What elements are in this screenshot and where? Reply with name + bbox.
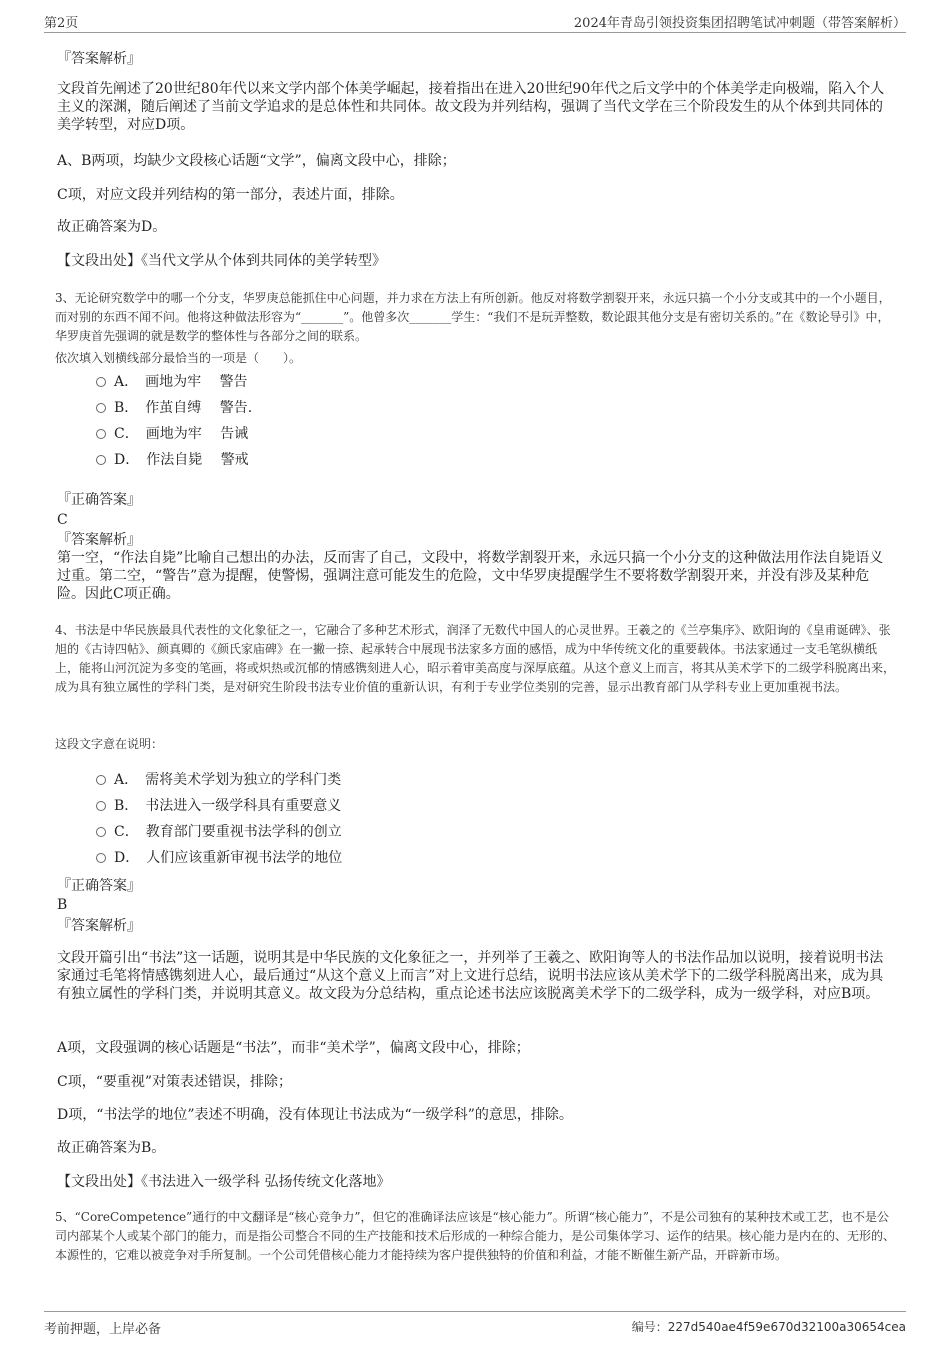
analysis-text: 第一空，“作法自毙”比喻自己想出的办法，反而害了自己，文段中，将数学割裂开来，永远只搞一个小分支的这种做法用作法自毙语义过重。第二空，“警告”意为提醒，使警惕，强调注意可能发生的危险，文中华罗庚提醒学生不要将数学割裂开来，并没有涉及某种危险。因此C项正确。	[57, 550, 884, 602]
question-3-option-d[interactable]: D． 作法自毙 警戒	[96, 451, 249, 469]
analysis-option-a: A项，文段强调的核心话题是“书法”，而非“美术学”，偏离文段中心，排除；	[57, 1040, 530, 1056]
correct-answer-label: 『正确答案』	[57, 492, 141, 508]
question-3-option-c[interactable]: C． 画地为牢 告诫	[96, 425, 248, 443]
final-answer: 故正确答案为B。	[57, 1140, 166, 1156]
analysis-text: 文段开篇引出“书法”这一话题，说明其是中华民族的文化象征之一，并列举了王羲之、欧阳询等人的书法作品加以说明，接着说明书法家通过毛笔将情感镌刻进人心，最后通过“从这个意义上而言”对上文进行总结，说明书法应该从美术学下的二级学科脱离出来，成为具有独立属性的学科门类，并说明其意义。故文段为分总结构，重点论述书法应该脱离美术学下的二级学科，成为一级学科，对应B项。	[57, 950, 884, 1002]
document-title: 2024年青岛引领投资集团招聘笔试冲刺题（带答案解析）	[573, 16, 906, 31]
analysis-label: 『答案解析』	[57, 532, 141, 548]
question-3-option-b[interactable]: B． 作茧自缚 警告.	[96, 399, 252, 417]
question-3-stem: 3、无论研究数学中的哪一个分支，华罗庚总能抓住中心问题，并力求在方法上有所创新。他反对将数学割裂开来，永远只搞一个小分支或其中的一个小题目，而对别的东西不闻不问。他将这种做法形容为“_______”。他曾多次_______学生：“我们不是玩弄整数，数论跟其他分支是有密切关系的。”在《数论导引》中，华罗庚首先强调的就是数学的整体性与各部分之间的联系。	[55, 291, 891, 343]
analysis-label: 『答案解析』	[57, 918, 141, 934]
question-4-option-c[interactable]: C． 教育部门要重视书法学科的创立	[96, 823, 342, 841]
radio-icon[interactable]	[96, 403, 106, 413]
question-3-option-a[interactable]: A． 画地为牢 警告	[96, 373, 248, 391]
radio-icon[interactable]	[96, 801, 106, 811]
document-code: 编号：227d540ae4f59e670d32100a30654cea	[631, 1320, 906, 1334]
question-4-option-b[interactable]: B． 书法进入一级学科具有重要意义	[96, 797, 341, 815]
page-footer	[44, 1311, 906, 1336]
correct-answer-label: 『正确答案』	[57, 878, 141, 894]
radio-icon[interactable]	[96, 853, 106, 863]
question-4-prompt: 这段文字意在说明：	[55, 737, 164, 751]
question-4-option-a[interactable]: A． 需将美术学划为独立的学科门类	[96, 771, 341, 789]
page-header	[44, 10, 906, 33]
page-number: 第2页	[44, 16, 79, 31]
correct-answer: B	[57, 897, 68, 913]
footer-slogan: 考前押题，上岸必备	[44, 1322, 162, 1337]
analysis-option-ab: A、B两项，均缺少文段核心话题“文学”，偏离文段中心，排除；	[57, 153, 456, 169]
radio-icon[interactable]	[96, 827, 106, 837]
question-4-option-d[interactable]: D． 人们应该重新审视书法学的地位	[96, 849, 342, 867]
passage-source: 【文段出处】《书法进入一级学科 弘扬传统文化落地》	[57, 1174, 391, 1190]
analysis-label: 『答案解析』	[57, 51, 141, 67]
radio-icon[interactable]	[96, 377, 106, 387]
analysis-option-c: C项，对应文段并列结构的第一部分，表述片面，排除。	[57, 187, 404, 203]
question-4-stem: 4、书法是中华民族最具代表性的文化象征之一，它融合了多种艺术形式，润泽了无数代中国人的心灵世界。王羲之的《兰亭集序》、欧阳询的《皇甫诞碑》、张旭的《古诗四帖》、颜真卿的《颜氏家庙碑》在一撇一捺、起承转合中展现书法家多方面的感悟，成为中华传统文化的重要载体。书法家通过一支毛笔纵横纸上，能将山河沉淀为多变的笔画，将或炽热或沉郁的情感镌刻进人心，昭示着审美高度与深厚底蕴。从这个意义上而言，将其从美术学下的二级学科脱离出来，成为具有独立属性的学科门类，是对研究生阶段书法专业价值的重新认识，有利于专业学位类别的完善，显示出教育部门从学科专业上更加重视书法。	[55, 623, 896, 694]
correct-answer: C	[57, 512, 68, 528]
final-answer: 故正确答案为D。	[57, 219, 167, 235]
radio-icon[interactable]	[96, 775, 106, 785]
radio-icon[interactable]	[96, 455, 106, 465]
analysis-option-c: C项，“要重视”对策表述错误，排除；	[57, 1074, 293, 1090]
analysis-text: 文段首先阐述了20世纪80年代以来文学内部个体美学崛起，接着指出在进入20世纪90年代之后文学中的个体美学走向极端，陷入个人主义的深渊，随后阐述了当前文学追求的是总体性和共同体。故文段为并列结构，强调了当代文学在三个阶段发生的从个体到共同体的美学转型，对应D项。	[57, 81, 885, 133]
radio-icon[interactable]	[96, 429, 106, 439]
passage-source: 【文段出处】《当代文学从个体到共同体的美学转型》	[57, 253, 386, 269]
question-3-prompt: 依次填入划横线部分最恰当的一项是（ ）。	[55, 351, 302, 365]
analysis-option-d: D项，“书法学的地位”表述不明确，没有体现让书法成为“一级学科”的意思，排除。	[57, 1107, 573, 1123]
question-5-stem: 5、“CoreCompetence”通行的中文翻译是“核心竞争力”，但它的准确译法应该是“核心能力”。所谓“核心能力”，不是公司独有的某种技术或工艺，也不是公司内部某个人或某个部门的能力，而是指公司整合不同的生产技能和技术后形成的一种综合能力，是公司集体学习、运作的结果。核心能力是内在的、无形的、本源性的，它难以被竞争对手所复制。一个公司凭借核心能力才能持续为客户提供独特的价值和利益，才能不断催生新产品，开辟新市场。	[55, 1210, 896, 1262]
